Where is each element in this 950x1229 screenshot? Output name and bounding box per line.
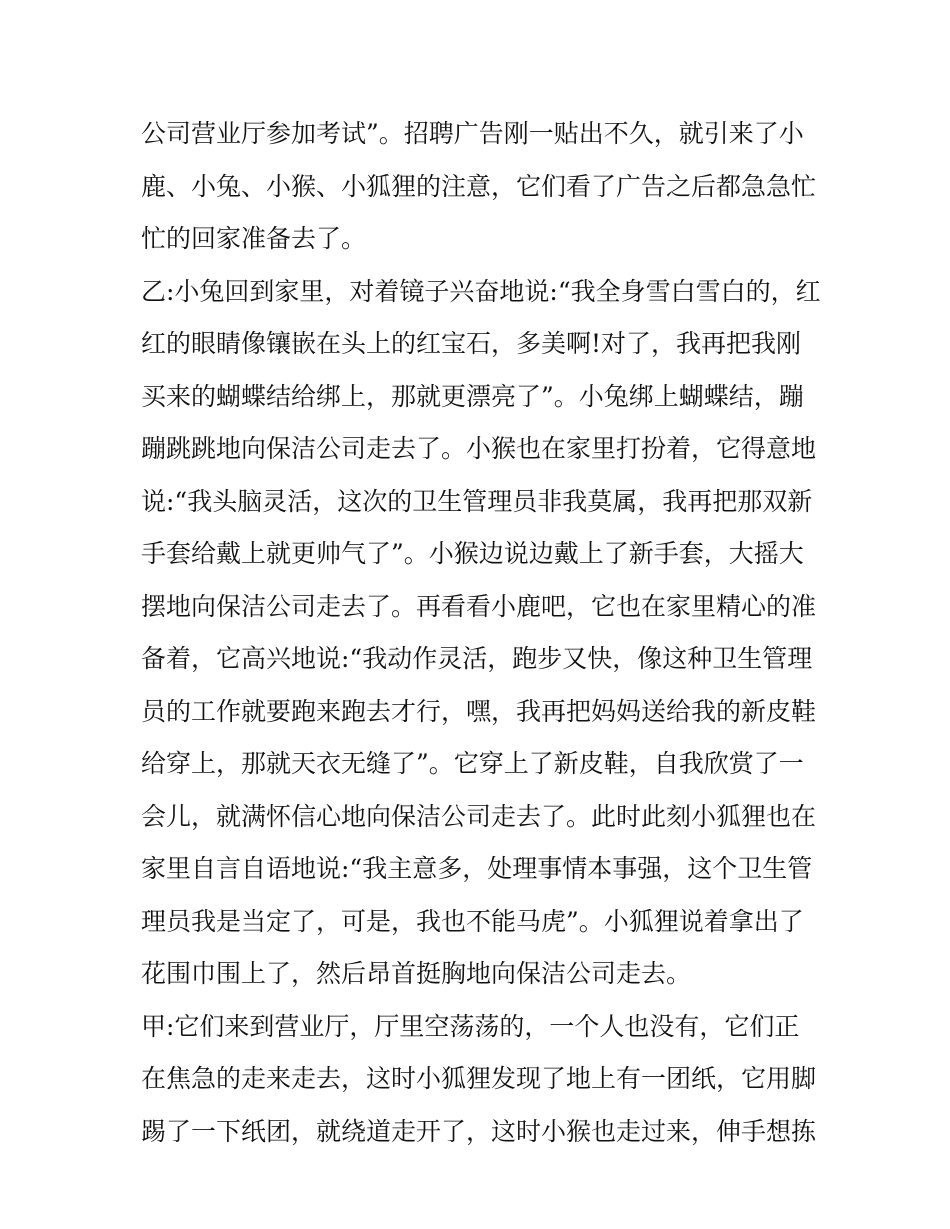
text-line: 员的工作就要跑来跑去才行，嘿，我再把妈妈送给我的新皮鞋 [141, 696, 817, 726]
text-line: 家里自言自语地说:“我主意多，处理事情本事强，这个卫生管 [141, 854, 813, 883]
text-line: 买来的蝴蝶结给绑上，那就更漂亮了”。小兔绑上蝴蝶结，蹦 [141, 381, 804, 411]
text-line: 花围巾围上了，然后昂首挺胸地向保洁公司走去。 [141, 959, 692, 988]
text-line: 给穿上，那就天衣无缝了”。它穿上了新皮鞋，自我欣赏了一 [141, 749, 804, 778]
text-line: 备着，它高兴地说:“我动作灵活，跑步又快，像这种卫生管理 [141, 644, 813, 673]
text-line: 踢了一下纸团，就绕道走开了，这时小猴也走过来，伸手想拣 [141, 1116, 817, 1146]
text-line: 手套给戴上就更帅气了”。小猴边说边戴上了新手套，大摇大 [141, 539, 804, 568]
text-line: 说:“我头脑灵活，这次的卫生管理员非我莫属，我再把那双新 [141, 486, 813, 516]
text-line: 乙:小兔回到家里，对着镜子兴奋地说:“我全身雪白雪白的，红 [141, 276, 821, 306]
text-line: 红的眼睛像镶嵌在头上的红宝石，多美啊!对了，我再把我刚 [141, 329, 802, 358]
text-line: 鹿、小兔、小猴、小狐狸的注意，它们看了广告之后都急急忙 [141, 171, 817, 201]
text-line: 蹦跳跳地向保洁公司走去了。小猴也在家里打扮着，它得意地 [141, 434, 817, 463]
text-line: 理员我是当定了，可是，我也不能马虎”。小狐狸说着拿出了 [141, 906, 804, 936]
text-line: 甲:它们来到营业厅，厅里空荡荡的，一个人也没有，它们正 [141, 1011, 800, 1041]
text-line: 在焦急的走来走去，这时小狐狸发现了地上有一团纸，它用脚 [141, 1064, 817, 1093]
document-body [141, 108, 821, 1158]
text-line: 会儿，就满怀信心地向保洁公司走去了。此时此刻小狐狸也在 [141, 801, 817, 831]
text-line: 摆地向保洁公司走去了。再看看小鹿吧，它也在家里精心的准 [141, 591, 817, 621]
text-line: 忙的回家准备去了。 [141, 224, 367, 253]
text-line: 公司营业厅参加考试”。招聘广告刚一贴出不久，就引来了小 [141, 119, 804, 148]
